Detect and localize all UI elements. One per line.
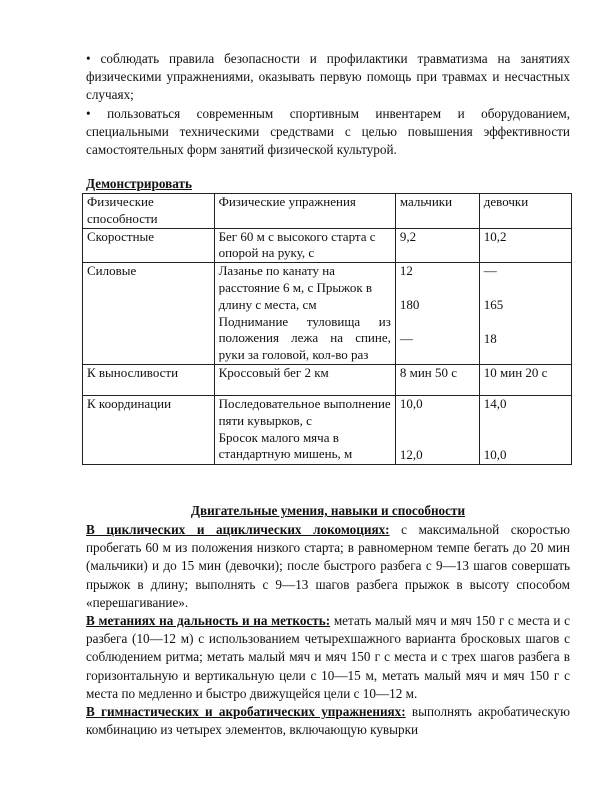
cell-girls: 10,2 [479,228,571,263]
table-row [83,263,572,365]
exercise-text: Поднимание туловища из положения лежа на спине, руки за головой, кол-во раз [218,313,391,363]
value-text: 18 [483,330,497,346]
section-title: Двигательные умения, навыки и способности [190,503,466,518]
cell-exercise: Бег 60 м с высокого старта с опорой на руку, с [214,228,395,263]
cell-exercise: Кроссовый бег 2 км [214,364,395,395]
cell-boys: 9,2 [395,228,479,263]
cell-boys [395,395,479,464]
intro-bullet-safety: • соблюдать правила безопасности и профилактики травматизма на занятиях физическими упражнениями, оказывать первую помощь при травмах и несчастных случаях; [86,51,570,103]
paragraph-lead: В гимнастических и акробатических упражнениях: [86,704,406,719]
intro-bullet-equipment: • пользоваться современным спортивным инвентарем и оборудованием, специальными техническими средствами с целью повышения эффективности самостоятельных форм занятий физической культурой. [86,106,570,158]
paragraph-body: выполнять акробатическую комбинацию из четырех элементов, включающую кувырки [86,704,570,738]
header-cell-girls: девочки [479,194,571,229]
cell-girls [479,263,571,365]
header-cell-abilities: Физические способности [83,194,215,229]
paragraph-lead: В метаниях на дальность и на меткость: [86,613,331,628]
table-row [83,395,572,464]
cell-exercises [214,395,395,464]
header-cell-boys: мальчики [395,194,479,229]
cell-girls: 10 мин 20 с [479,364,571,395]
cell-ability: Скоростные [83,228,215,263]
exercise-text: Бросок малого мяча в стандартную мишень, м [218,429,353,462]
cell-girls [479,395,571,464]
exercise-text: Лазанье по канату на расстояние 6 м, с Прыжок в длину с места, см [218,263,373,312]
cell-ability: К координации [83,395,215,464]
value-text: 12,0 [399,446,423,462]
value-text: 10,0 [483,446,507,462]
cell-ability: Силовые [83,263,215,365]
cell-ability: К выносливости [83,364,215,395]
value-text: 14,0 [483,395,507,411]
paragraph-lead: В циклических и ациклических локомоциях: [86,522,390,537]
cell-exercises [214,263,395,365]
paragraph-gymnastics [86,703,570,739]
value-text: — [399,330,413,346]
cell-boys: 8 мин 50 с [395,364,479,395]
table-header-row [83,194,572,229]
paragraph-body: с максимальной скоростью пробегать 60 м из положения низкого старта; в равномерном темпе бегать до 20 мин (мальчики) и до 15 мин (девочки); после быстрого разбега с 9—13 шагов совершать прыжок в длину; выполнять с 9—13 шагов разбега прыжок в высоту способом «перешагивание». [86,522,570,610]
value-text: 12 [399,263,413,279]
table-row [83,364,572,395]
value-text: 10,0 [399,395,423,411]
paragraph-locomotion [86,521,570,612]
table-row [83,228,572,263]
paragraph-body: метать малый мяч и мяч 150 г с места и с разбега (10—12 м) с использованием четырехшажного варианта бросковых шагов с соблюдением ритма; метать малый мяч и мяч 150 г с места и с трех шагов разбега в горизонтальную и вертикальную цели с 10—15 м, метать малый мяч и мяч 150 г с места по медленно и быстро движущейся цели с 10—12 м. [86,613,571,701]
exercise-text: Последовательное выполнение пяти кувырков, с [218,395,391,428]
value-text: — [483,263,497,279]
value-text: 180 [399,296,420,312]
header-cell-exercises: Физические упражнения [214,194,395,229]
demo-heading: Демонстрировать [86,176,192,191]
value-text: 165 [483,296,504,312]
cell-boys [395,263,479,365]
standards-table [82,193,572,465]
paragraph-throwing [86,612,570,703]
